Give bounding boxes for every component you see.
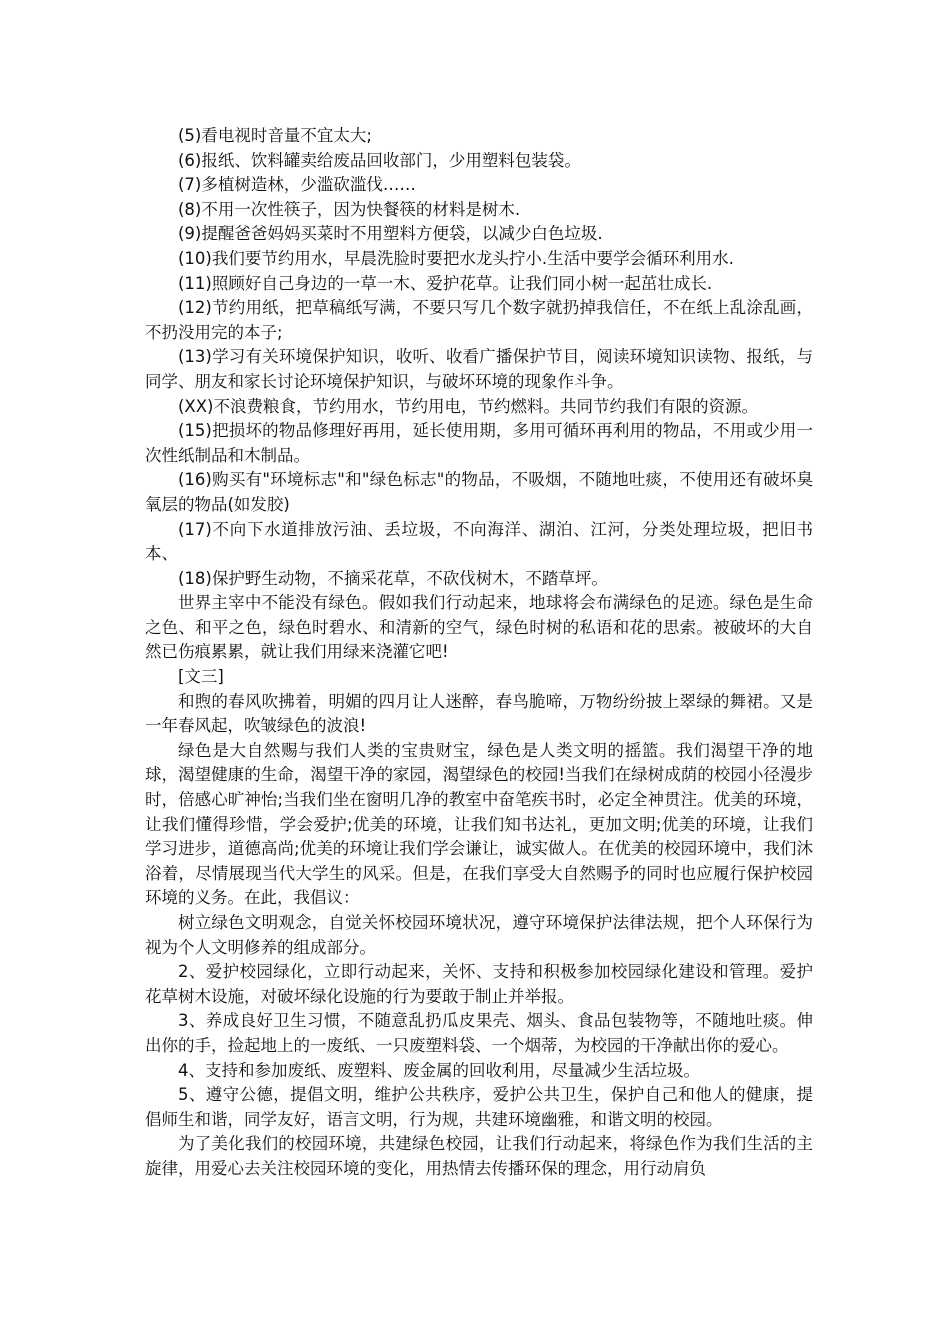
document-paragraph: (18)保护野生动物，不摘采花草，不砍伐树木，不踏草坪。 [178, 568, 608, 588]
document-paragraph: 为了美化我们的校园环境，共建绿色校园，让我们行动起来，将绿色作为我们生活的主旋律，用爱心去关注校园环境的变化，用热情去传播环保的理念，用行动肩负 [145, 1134, 813, 1178]
document-paragraph: 世界主宰中不能没有绿色。假如我们行动起来，地球将会布满绿色的足迹。绿色是生命之色、和平之色，绿色时碧水、和清新的空气，绿色时树的私语和花的思索。被破坏的大自然已伤痕累累，就让我们用绿来浇灌它吧! [145, 593, 813, 662]
document-paragraph: (7)多植树造林，少滥砍滥伐…… [178, 175, 416, 195]
document-paragraph: [文三] [178, 667, 224, 687]
document-paragraph: (15)把损坏的物品修理好再用，延长使用期，多用可循环再利用的物品，不用或少用一次性纸制品和木制品。 [145, 421, 813, 465]
document-paragraph: 绿色是大自然赐与我们人类的宝贵财宝，绿色是人类文明的摇篮。我们渴望干净的地球，渴望健康的生命，渴望干净的家园，渴望绿色的校园!当我们在绿树成荫的校园小径漫步时，倍感心旷神怡;当我们坐在窗明几净的教室中奋笔疾书时，必定全神贯注。优美的环境，让我们懂得珍惜，学会爱护;优美的环境，让我们知书达礼，更加文明;优美的环境，让我们学习进步，道德高尚;优美的环境让我们学会谦让，诚实做人。在优美的校园环境中，我们沐浴着，尽情展现当代大学生的风采。但是，在我们享受大自然赐予的同时也应履行保护校园环境的义务。在此，我倡议： [145, 740, 813, 908]
document-body [145, 124, 813, 1182]
document-paragraph: (12)节约用纸，把草稿纸写满，不要只写几个数字就扔掉我信任，不在纸上乱涂乱画，不扔没用完的本子; [145, 298, 813, 342]
document-paragraph: (13)学习有关环境保护知识，收听、收看广播保护节目，阅读环境知识读物、报纸，与同学、朋友和家长讨论环境保护知识，与破坏环境的现象作斗争。 [145, 347, 813, 391]
document-paragraph: (11)照顾好自己身边的一草一木、爱护花草。让我们同小树一起茁壮成长. [178, 273, 713, 293]
document-paragraph: (8)不用一次性筷子，因为快餐筷的材料是树木. [178, 199, 521, 219]
document-paragraph: 5、遵守公德，提倡文明，维护公共秩序，爱护公共卫生，保护自己和他人的健康，提倡师生和谐，同学友好，语言文明，行为规，共建环境幽雅，和谐文明的校园。 [145, 1085, 813, 1129]
document-paragraph: (5)看电视时音量不宜太大; [178, 126, 372, 145]
document-paragraph: 4、支持和参加废纸、废塑料、废金属的回收利用，尽量减少生活垃圾。 [178, 1060, 700, 1080]
document-paragraph: 2、爱护校园绿化，立即行动起来，关怀、支持和积极参加校园绿化建设和管理。爱护花草树木设施，对破坏绿化设施的行为要敢于制止并举报。 [145, 962, 813, 1006]
document-paragraph: 和煦的春风吹拂着，明媚的四月让人迷醉，春鸟脆啼，万物纷纷披上翠绿的舞裙。又是一年春风起，吹皱绿色的波浪! [145, 691, 813, 736]
document-paragraph: (17)不向下水道排放污油、丢垃圾，不向海洋、湖泊、江河，分类处理垃圾，把旧书本、 [145, 519, 813, 564]
document-paragraph: (16)购买有"环境标志"和"绿色标志"的物品，不吸烟，不随地吐痰，不使用还有破坏臭氧层的物品(如发胶) [145, 470, 813, 514]
document-paragraph: (9)提醒爸爸妈妈买菜时不用塑料方便袋，以减少白色垃圾. [178, 224, 603, 244]
document-paragraph: (6)报纸、饮料罐卖给废品回收部门，少用塑料包装袋。 [178, 150, 581, 170]
document-paragraph: 3、养成良好卫生习惯，不随意乱扔瓜皮果壳、烟头、食品包装物等，不随地吐痰。伸出你的手，捡起地上的一废纸、一只废塑料袋、一个烟蒂，为校园的干净献出你的爱心。 [145, 1011, 813, 1055]
document-paragraph: 树立绿色文明观念，自觉关怀校园环境状况，遵守环境保护法律法规，把个人环保行为视为个人文明修养的组成部分。 [145, 913, 813, 957]
document-paragraph: (10)我们要节约用水，早晨洗脸时要把水龙头拧小.生活中要学会循环利用水. [178, 248, 734, 268]
document-paragraph: (XX)不浪费粮食，节约用水，节约用电，节约燃料。共同节约我们有限的资源。 [178, 396, 758, 416]
